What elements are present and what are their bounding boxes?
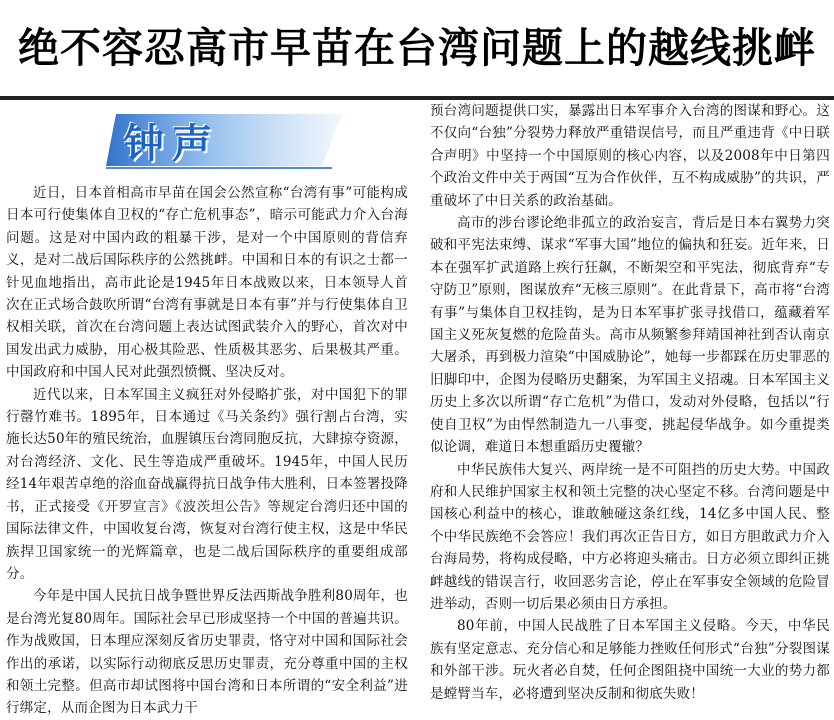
- article-paragraph: 今年是中国人民抗日战争暨世界反法西斯战争胜利80周年，也是台湾光复80周年。国际社会早已形成坚持一个中国的普遍共识。作为战败国，日本理应深刻反省历史罪责，恪守对中国和国际社会作出的承诺，以实际行动彻底反思历史罪责，充分尊重中国的主权和领土完整。但高市却试图将中国台湾和日本所谓的“安全利益”进行绑定，从而企图为日本武力干: [6, 588, 408, 717]
- article-paragraph: 近代以来，日本军国主义疯狂对外侵略扩张，对中国犯下的罪行罄竹难书。1895年，日本通过《马关条约》强行割占台湾，实施长达50年的殖民统治，血腥镇压台湾同胞反抗，大肆掠夺资源，对台湾经济、文化、民生等造成严重破坏。1945年，中国人民历经14年艰苦卓绝的浴血奋战赢得抗日战争伟大胜利，日本签署投降书，正式接受《开罗宣言》《波茨坦公告》等规定台湾归还中国的国际法律文件，中国收复台湾，恢复对台湾行使主权，这是中华民族捍卫国家统一的光辉篇章，也是二战后国际秩序的重要组成部分。: [6, 386, 408, 582]
- headline: 绝不容忍高市早苗在台湾问题上的越线挑衅: [18, 24, 816, 72]
- article-paragraph: 80年前，中国人民战胜了日本军国主义侵略。今天，中华民族有坚定意志、充分信心和足够能力挫败任何形式“台独”分裂图谋和外部干涉。玩火者必自焚，任何企图阻挠中国统一大业的势力都是螳臂当车，必将遭到坚决反制和彻底失败！: [430, 618, 830, 702]
- article-paragraph: 高市的涉台谬论绝非孤立的政治妄言，背后是日本右翼势力突破和平宪法束缚、谋求“军事大国”地位的偏执和狂妄。近年来，日本在强军扩武道路上疾行狂飙，不断架空和平宪法，彻底背弃“专守防卫”原则，图谋放弃“无核三原则”。在此背景下，高市将“台湾有事”与集体自卫权挂钩，是为日本军事扩张寻找借口，蕴藏着军国主义死灰复燃的危险苗头。高市从频繁参拜靖国神社到否认南京大屠杀，再到极力渲染“中国威胁论”，她每一步都踩在历史罪恶的旧脚印中，企图为侵略历史翻案，为军国主义招魂。日本军国主义历史上多次以所谓“存亡危机”为借口，发动对外侵略，包括以“行使自卫权”为由悍然制造九一八事变，挑起侵华战争。如今重提类似论调，难道日本想重蹈历史覆辙？: [430, 215, 830, 456]
- column-badge: [106, 108, 356, 172]
- right-column: [430, 100, 830, 705]
- left-column: [6, 108, 408, 720]
- article-paragraph: 近日，日本首相高市早苗在国会公然宣称“台湾有事”可能构成日本可行使集体自卫权的“存亡危机事态”，暗示可能武力介入台海问题。这是对中国内政的粗暴干涉，是对一个中国原则的背信弃义，是对二战后国际秩序的公然挑衅。中国和日本的有识之士都一针见血地指出，高市此论是1945年日本战败以来，日本领导人首次在正式场合鼓吹所谓“台湾有事就是日本有事”并与行使集体自卫权相关联，首次在台湾问题上表达试图武装介入的野心，首次对中国发出武力威胁，用心极其险恶、性质极其恶劣、后果极其严重。中国政府和中国人民对此强烈愤慨、坚决反对。: [6, 185, 408, 381]
- article-paragraph: 中华民族伟大复兴、两岸统一是不可阻挡的历史大势。中国政府和人民维护国家主权和领土完整的决心坚定不移。台湾问题是中国核心利益中的核心，谁敢触碰这条红线，14亿多中国人民、整个中华民族绝不会答应！我们再次正告日方，如日方胆敢武力介入台海局势，将构成侵略，中方必将迎头痛击。日方必须立即纠正挑衅越线的错误言行，收回恶劣言论，停止在军事安全领域的危险冒进举动，否则一切后果必须由日方承担。: [430, 461, 830, 612]
- article-paragraph: 预台湾问题提供口实，暴露出日本军事介入台湾的图谋和野心。这不仅向“台独”分裂势力释放严重错误信号，而且严重违背《中日联合声明》中坚持一个中国原则的核心内容，以及2008年中日第四个政治文件中关于两国“互为合作伙伴，互不构成威胁”的共识，严重破坏了中日关系的政治基础。: [430, 103, 830, 209]
- column-name: 钟声: [124, 121, 220, 167]
